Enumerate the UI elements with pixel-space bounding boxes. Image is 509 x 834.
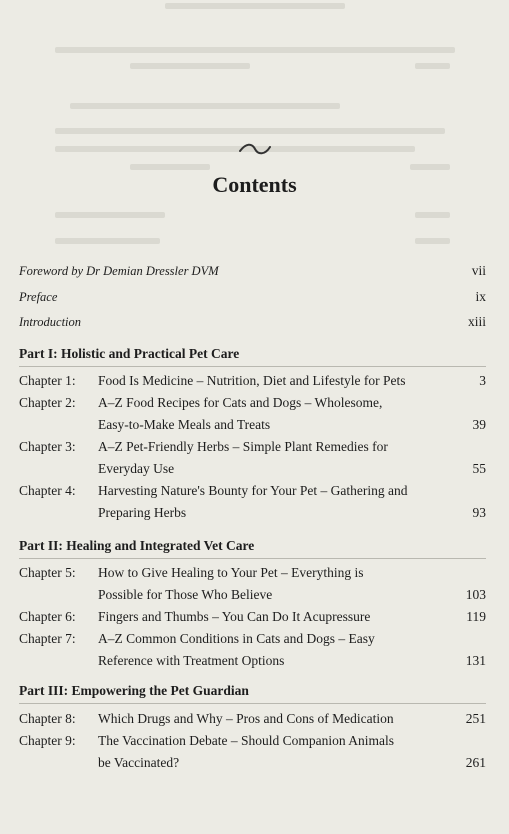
chapter-entry [19,708,486,730]
chapter-title-line: Which Drugs and Why – Pros and Cons of Medication [98,711,394,726]
front-matter-page: vii [471,263,486,278]
front-matter-row [19,260,486,282]
chapter-number: Chapter 6: [19,609,76,624]
chapter-title-line: A–Z Common Conditions in Cats and Dogs – Easy [98,631,375,646]
part-heading: Part III: Empowering the Pet Guardian [19,683,249,698]
chapter-title-line: Everyday Use [98,461,175,476]
chapter-title [98,628,438,672]
chapter-title [98,392,438,436]
page-title: Contents [212,172,297,197]
part-heading: Part I: Holistic and Practical Pet Care [19,346,240,361]
chapter-entry [19,628,486,672]
chapter-page: 261 [465,755,486,770]
chapter-entry [19,562,486,606]
chapter-title-line: be Vaccinated? [98,755,180,770]
chapter-page: 103 [465,587,486,602]
front-matter-row [19,286,486,308]
chapter-title-line: Easy-to-Make Meals and Treats [98,417,271,432]
chapter-title-line: Food Is Medicine – Nutrition, Diet and Lifestyle for Pets [98,373,406,388]
chapter-entry [19,606,486,628]
chapter-title-line: A–Z Pet-Friendly Herbs – Simple Plant Remedies for [98,439,388,454]
chapter-number: Chapter 1: [19,373,76,388]
chapter-page: 39 [472,417,486,432]
chapter-title [98,562,438,606]
chapter-title [98,370,438,392]
front-matter-label: Foreword by Dr Demian Dressler DVM [19,264,219,278]
chapter-number: Chapter 2: [19,395,76,410]
front-matter-page: xiii [467,314,486,329]
part-heading: Part II: Healing and Integrated Vet Care [19,538,255,553]
front-matter-label: Preface [19,290,58,304]
chapter-title [98,730,438,774]
chapter-number: Chapter 3: [19,439,76,454]
chapter-title-line: Preparing Herbs [98,505,187,520]
chapter-title-line: Reference with Treatment Options [98,653,285,668]
part-divider [19,558,486,559]
chapter-title-line: How to Give Healing to Your Pet – Everything is [98,565,364,580]
chapter-entry [19,480,486,524]
chapter-number: Chapter 4: [19,483,76,498]
chapter-entry [19,436,486,480]
front-matter-page: ix [475,289,486,304]
chapter-title [98,436,438,480]
chapter-page: 55 [472,461,486,476]
chapter-number: Chapter 7: [19,631,76,646]
chapter-page: 93 [472,505,486,520]
ornament-icon [238,140,272,158]
chapter-title-line: Possible for Those Who Believe [98,587,273,602]
chapter-page: 131 [465,653,486,668]
chapter-title-line: The Vaccination Debate – Should Companion Animals [98,733,394,748]
chapter-number: Chapter 9: [19,733,76,748]
chapter-number: Chapter 5: [19,565,76,580]
chapter-title [98,606,438,628]
front-matter-label: Introduction [19,315,82,329]
part-divider [19,366,486,367]
chapter-page: 251 [465,711,486,726]
chapter-page: 3 [479,373,486,388]
chapter-title [98,708,438,730]
chapter-title-line: Harvesting Nature's Bounty for Your Pet – Gathering and [98,483,408,498]
chapter-title-line: Fingers and Thumbs – You Can Do It Acupressure [98,609,371,624]
chapter-entry [19,370,486,392]
chapter-page: 119 [466,609,486,624]
part-divider [19,703,486,704]
chapter-title-line: A–Z Food Recipes for Cats and Dogs – Wholesome, [98,395,383,410]
chapter-title [98,480,438,524]
chapter-number: Chapter 8: [19,711,76,726]
front-matter-row [19,311,486,333]
chapter-entry [19,730,486,774]
chapter-entry [19,392,486,436]
